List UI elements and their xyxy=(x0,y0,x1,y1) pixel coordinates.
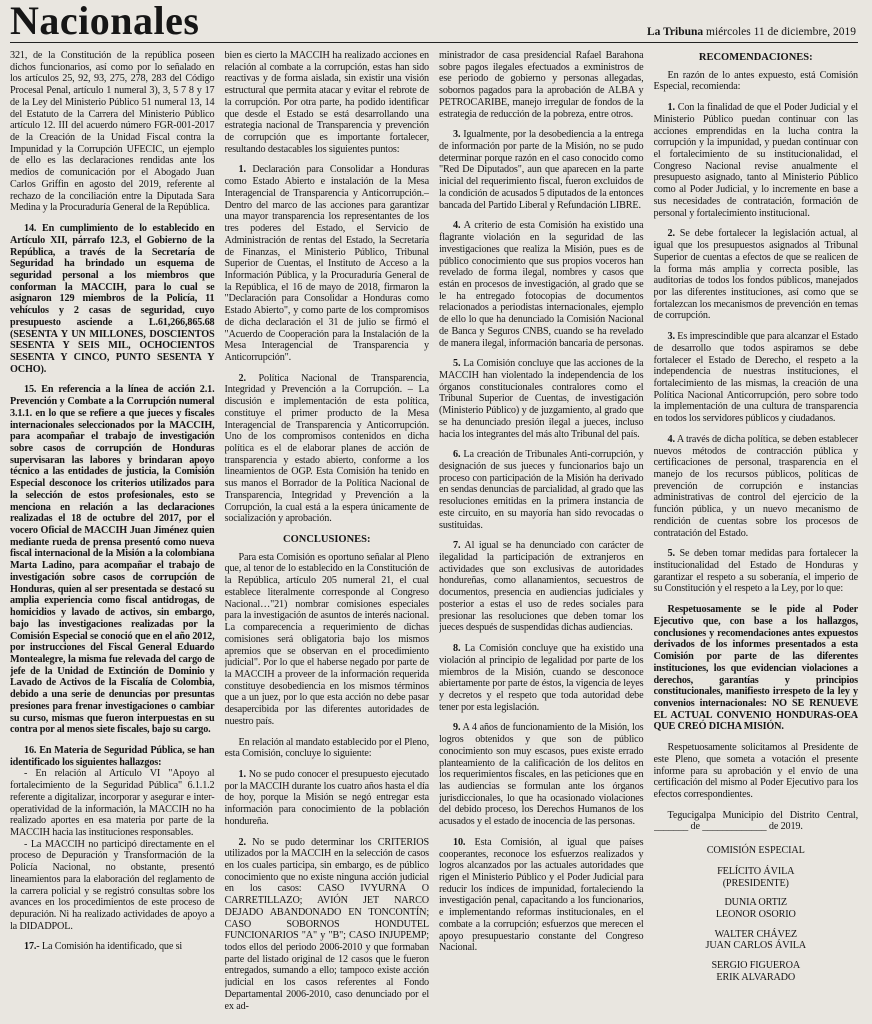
signatory-name: JUAN CARLOS ÁVILA xyxy=(705,940,806,952)
paragraph: En relación al mandato establecido por el Pleno, esta Comisión, concluye lo siguiente: xyxy=(224,736,429,760)
paragraph-text: Respetuosamente se le pide al Poder Ejecutivo que, con base a los hallazgos, conclusiones y recomendaciones antes expuestos derivados de los informes presentados a esta Comisión por parte de las diferentes instituciones, los que evidencian violaciones a derechos, garantías y principios constitucionales, manifiesto irrespeto de la ley y convenios internacionales: NO SE RENUEVE EL ACTUAL CONVENIO HONDURAS-OEA QUE CREÓ DICHA MISIÓN. xyxy=(653,604,858,733)
item-number: 2. xyxy=(238,372,246,384)
conclusion-7 xyxy=(439,540,644,634)
recommendation-3 xyxy=(654,331,859,425)
paragraph-16 xyxy=(10,745,215,768)
item-number: 4. xyxy=(667,433,675,445)
paragraph-text: No se pudo determinar los CRITERIOS utilizados por la MACCIH en la selección de casos en los cuales participa, sin embargo, es de público conocimiento que no existe ninguna acción judicial en los casos: CASO IVYURNA O CARRETILLAZO; AVIÓN JET NARCO DEJADO ABANDONADO EN TONCONTÍN; CASO SOBORNOS HONDUTEL FUNCIONARIOS "A" y "B"; CASO INJUPEMP; todos ellos del periodo 2006-2010 y que formaban parte del listado original de 12 casos que le fueron entregados, sumando a ello; tampoco existe acción judicial en los casos referentes al Fondo Departamental 2006-2010, caso denunciado por el ex ad- xyxy=(224,836,429,1012)
item-number: 1. xyxy=(667,102,675,114)
item-number: 16. xyxy=(24,744,37,756)
conclusion-1 xyxy=(225,769,430,828)
paragraph: En razón de lo antes expuesto, está Comisión Especial, recomienda: xyxy=(653,69,858,93)
paragraph-14 xyxy=(10,223,215,375)
conclusion-9 xyxy=(439,722,644,827)
paragraph-15 xyxy=(10,384,215,736)
paragraph: Para esta Comisión es oportuno señalar al Pleno que, al tenor de lo establecido en la Constitución de la República, artículo 205 numeral 21, el cual establece literalmente corresponde al Congreso Nacional…"21) nombrar comisiones especiales para la investigación de asuntos de interés nacional. La comparecencia a requerimiento de dichas comisiones será obligatoria bajo los mismos apremios que se observan en el procedimiento judicial". Por lo que el haberse negado por parte de la MACCIH a proveer de la información requerida constituye desobediencia en los mismos términos que a un juez, por lo que esta acción no debe pasar desapercibida por las diferentes autoridades de nuestro país. xyxy=(224,551,429,727)
issue-date: miércoles 11 de diciembre, 2019 xyxy=(706,26,856,38)
item-number: 7. xyxy=(453,540,461,552)
signatory-name: LEONOR OSORIO xyxy=(715,909,796,920)
item-number: 17.- xyxy=(24,941,40,953)
item-number: 1. xyxy=(238,768,246,780)
item-number: 6. xyxy=(453,449,461,461)
column-2 xyxy=(225,50,430,1022)
article-columns xyxy=(10,50,860,1022)
signature-block-2 xyxy=(654,897,859,920)
paragraph-text: A criterio de esta Comisión ha existido una flagrante violación en la seguridad de las investigaciones que realiza la Misión, pues es de público conocimiento que sus propios voceros han revelado de forma ilegal, nombres y casos que están en procesos de investigación, al grado que se le ha entregado fotocopias de documentos relacionados a periodistas internacionales, ejemplo de ello lo que ha denunciado la Comisión Nacional de Banca y Seguros CNBS, cuando se ha revelado de manera ilegal, información bancaria de personas. xyxy=(439,220,644,349)
paragraph-text: Se debe fortalecer la legislación actual, al igual que los presupuestos asignados al Tribunal Superior de cuentas a efectos de que se realicen de la forma más amplia y correcta posible, las auditorias de todos los fondos públicos, manejados por las diferentes instituciones, así como que se fortalezcan los mecanismos de prevención en temas de corrupción. xyxy=(653,228,858,322)
item-number: 1. xyxy=(238,164,246,176)
signatory-name: WALTER CHÁVEZ xyxy=(714,928,797,940)
paragraph-text: En Materia de Seguridad Pública, se han identificado los siguientes hallazgos: xyxy=(10,744,215,768)
recommendation-4 xyxy=(654,434,859,539)
signature-block-1 xyxy=(654,866,859,889)
item-number: 2. xyxy=(667,228,675,240)
item-number: 10. xyxy=(453,836,466,848)
paragraph-text: Declaración para Consolidar a Honduras como Estado Abierto e instalación de la Mesa Interagencial de Transparencia y Anticorrupción.– Dentro del marco de las acciones para garantizar una mayor transparencia los representantes de los tres poderes del Estado, el Servicio de Administración de rentas del Estado, la Secretaría de Finanzas, el Ministerio Público, Tribunal Superior de Cuentas, el Instituto de Acceso a la Información Pública, y la Procuraduría General de la República, el 16 de mayo de 2018, firmaron la "Declaración para Consolidar a Honduras como Estado Abierto", y como parte de los compromisos de dicha declaración el 31 de julio se firmó el "Acuerdo de Cooperación para la Instalación de la Mesa Interagencial de Transparencia y Anticorrupción". xyxy=(224,164,429,363)
paragraph-17 xyxy=(10,941,215,953)
place-date: Tegucigalpa Municipio del Distrito Central, _______ de _____________ de 2019. xyxy=(653,809,858,833)
item-number: 4. xyxy=(453,220,461,232)
list-item-2 xyxy=(225,373,430,525)
paragraph: 321, de la Constitución de la república poseen dichos funcionarios, así como por lo señalado en los artículos 25, 92, 93, 275, 278, 283 del Código Procesal Penal, artículo 1 numeral 3), 3, 5 7 8 y 17 de la Ley del Ministerio Público 51 numeral 13, 14 del Estatuto de la Carrera del Ministerio Público artículo 12. III del acuerdo número FGR-001-2017 de la Creación de la Unidad Fiscal contra la Impunidad y la Corrupción UFECIC, un ejemplo de ello es las declaraciones rendidas ante los medios de comunicación por el Abogado Juan Carlos Griffin en agosto del 2019, referente al rechazo de la conciliación entre la Diputada Sara Medina y la Procuraduría General de la República. xyxy=(10,50,215,214)
conclusion-6 xyxy=(439,449,644,531)
conclusion-2 xyxy=(225,837,430,1013)
signature-block-3 xyxy=(654,929,859,952)
paragraph: ministrador de casa presidencial Rafael Barahona sobre pagos ilegales efectuados a exministros de ese periodo de gobierno y personas allegadas, sobornos pagados para la aprobación de ALBA y PETROCARIBE, manejo irregular de fondos de la estrategia de reducción de la pobreza, entre otros. xyxy=(439,50,644,120)
paragraph-text: A 4 años de funcionamiento de la Misión, los logros obtenidos y que son de público conocimiento son muy escasos, pues existe errado planteamiento de la calificación de los delitos en los requerimientos fiscales, en las peticiones que en las audiencias se formulan ante los órganos jurisdiccionales, lo que ha ocasionado violaciones del debido proceso, los Derechos Humanos de los acusados y el estado de inocencia de las personas. xyxy=(439,722,644,828)
paragraph-text: La Comisión concluye que ha existido una violación al principio de legalidad por parte de los miembros de la Misión, cuando se desconoce abiertamente por parte de éstos, la vigencia de leyes y decretos y el respeto que toda autoridad debe tener por esta legislación. xyxy=(439,643,644,713)
conclusiones-heading: CONCLUSIONES: xyxy=(282,534,371,546)
paragraph-text: Se deben tomar medidas para fortalecer la institucionalidad del Estado de Honduras y garantizar el respeto a su soberanía, el imperio de su Constitución y el respeto a la Ley, por lo que: xyxy=(653,548,858,595)
paragraph-text: En referencia a la línea de acción 2.1. Prevención y Combate a la Corrupción numeral 3.1.1. en lo que se refiere a que jueces y fiscales internacionales seleccionados por la MACCIH, para acompañar el trabajo de investigación sobre casos de corrupción de Honduras supervisaran las labores y brindaran apoyo técnico a las entidades de justicia, la Comisión Especial desconoce los criterios utilizados para la selección de estos profesionales, esto se menciona en relación a las declaraciones realizadas el 18 de octubre del 2017, por el vocero Oficial de MACCIH Juan Jiménez quien mediante rueda de prensa presentó como nueva fiscal internacional de la Misión a la colombiana Marta Ladino, para acompañar el trabajo de investigación sobre casos de corrupción de Honduras, quien al ser presentada se destacó su amplia experiencia como fiscal antidrogas, de homicidios y lavado de activos, sin embargo, bajo las investigaciones realizadas por la Comisión Especial se conoció que en el año 2012, por instrucciones del Fiscal General Eduardo Montealegre, la misma fue relevada del cargo de jefe de la Unidad de Extinción de Dominio y Lavado de Activos de la Fiscalía de Colombia, debido a una serie de denuncias por presuntas presiones para frenar investigaciones o cambiar su curso, mismas que fueron interpuestas en su contra por al menos siete fiscales, bajo su cargo. xyxy=(10,384,215,736)
masthead xyxy=(10,2,858,43)
paper-info xyxy=(647,26,856,39)
signatory-role: (PRESIDENTE) xyxy=(722,877,789,889)
paragraph-text: No se pudo conocer el presupuesto ejecutado por la MACCIH durante los cuatro años hasta el día de hoy, porque la Misión se negó entregar esta información para conocimiento de la población hondureña. xyxy=(224,768,429,827)
conclusion-10 xyxy=(439,837,644,954)
conclusion-8 xyxy=(439,643,644,713)
paragraph-text: La Comisión ha identificado, que si xyxy=(39,941,183,953)
signatory-name: SERGIO FIGUEROA xyxy=(711,960,801,972)
paragraph: Respetuosamente solicitamos al Presidente de este Pleno, que someta a votación el presente informe para su aprobación y el envío de una certificación del mismo al Poder Ejecutivo para los efectos correspondientes. xyxy=(653,742,858,800)
column-3 xyxy=(439,50,644,1022)
conclusion-4 xyxy=(439,220,644,349)
recommendation-2 xyxy=(654,228,859,322)
column-4 xyxy=(654,50,859,1022)
recommendation-1 xyxy=(654,102,859,219)
section-title: Nacionales xyxy=(10,0,200,43)
list-item-1 xyxy=(225,164,430,363)
commission-title: COMISIÓN ESPECIAL xyxy=(706,845,805,857)
paragraph: bien es cierto la MACCIH ha realizado acciones en relación al combate a la corrupción, estas han sido reactivas y de forma aislada, sin existir una visión estructural que permita atacar y evitar el rebrote de la corrupción. Por otra parte, ha podido identificar que desde el Estado se está desarrollando una estrategia nacional de Transparencia y prevención de corrupción que es importante fortalecer, resultando destacables los siguientes puntos: xyxy=(224,50,429,155)
request-paragraph xyxy=(654,604,859,733)
signature-block-4 xyxy=(654,960,859,983)
conclusion-3 xyxy=(439,129,644,211)
item-number: 15. xyxy=(24,384,37,396)
paragraph-text: Igualmente, por la desobediencia a la entrega de información por parte de la Misión, no se pudo determinar porque razón en el caso conocido como "Red De Diputados", aun que aparecen en la parte inicial del requerimiento fiscal, fueron excluidos de la condición de acusados 5 diputados de la entonces bancada del Partido Liberal y Refundación LIBRE. xyxy=(439,129,644,211)
paragraph-text: La Comisión concluye que las acciones de la MACCIH han violentado la independencia de los órganos constitucionales contralores como el Tribunal Superior de Cuentas, de investigación (Ministerio Público) y de juzgamiento, al grado que se ha denunciado presión ilegal a jueces, incluso hacia los integrantes del más alto Tribunal del país. xyxy=(439,358,644,440)
signatory-name: FELÍCITO ÁVILA xyxy=(717,865,795,877)
paragraph-text: Con la finalidad de que el Poder Judicial y el Ministerio Público puedan continuar con las acciones emprendidas en la lucha contra la corrupción y la impunidad, y puedan continuar con el fortalecimiento de su institucionalidad, el Congreso Nacional revise anualmente el presupuesto asignado, tanto al Ministerio Público como al Poder Judicial, y lo incremente en base a sus necesidades de contratación, formación de personal y fortalecimiento institucional. xyxy=(653,102,858,219)
paragraph-16b: - La MACCIH no participó directamente en el proceso de Depuración y Transformación de la Policía Nacional, no obstante, presentó lineamientos para la elaboración del reglamento de la carrera policial y se registró consultas sobre los avances en los procedimientos de este proceso de depuración. Ni ha realizado actividades de apoyo a la DIDADPOL. xyxy=(10,838,215,932)
paragraph-text: Política Nacional de Transparencia, Integridad y Prevención a la Corrupción. – La discusión e implementación de esta política, constituye el primer producto de la Mesa Interagencial de Transparencia y Anticorrupción. Uno de los compromisos contenidos en dicha política es el de elaborar planes de acción de transparencia y estado abierto, conforme a los lineamientos de OGP. Esta Comisión ha tenido en sus manos el Borrador de la Política Nacional de Transparencia, Integridad y Prevención a la Corrupción, la cual está a la espera únicamente de socialización y aprobación. xyxy=(224,372,429,525)
conclusion-5 xyxy=(439,358,644,440)
item-number: 9. xyxy=(453,722,461,734)
recommendation-5 xyxy=(654,548,859,595)
paragraph-text: En cumplimiento de lo establecido en Artículo XII, párrafo 12.3, el Gobierno de la República, a través de la Secretaría de Seguridad ha brindado un esquema de seguridad personal a los miembros que conforman la MACCIH, para lo cual se asignaron 129 miembros de la Policía, 11 vehículos y 2 casas de seguridad, cuyo presupuesto asciende a L.61,266,865.68 (SESENTA Y UN MILLONES, DOSCIENTOS SESENTA Y SEIS MIL, OCHOCIENTOS SESENTA Y CINCO, PUNTO SESENTA Y OCHO). xyxy=(10,223,215,375)
paragraph-text: Es imprescindible que para alcanzar el Estado de desarrollo que todos aspiramos se debe fortalecer el Estado de Derecho, el respeto a la independencia de nuestras instituciones, el fortalecimiento de las mismas, la creación de una Política Nacional Anticorrupción, pero sobre todo la implementación de una cultura de transparencia en todos los servidores públicos y ciudadanos. xyxy=(653,331,858,425)
item-number: 5. xyxy=(667,548,675,560)
recomendaciones-heading: RECOMENDACIONES: xyxy=(698,52,813,63)
item-number: 14. xyxy=(24,223,37,235)
paragraph-16a: - En relación al Artículo VI "Apoyo al fortalecimiento de la Seguridad Pública" 6.1.1.2 referente a digitalizar, incorporar y asegurar e inter-operatividad de la información, la MACCIH no ha realizado aportes en esa materia por parte de la MACCIH hacia las instituciones responsables. xyxy=(10,768,215,838)
signatory-name: ERIK ALVARADO xyxy=(716,971,796,983)
paragraph-text: Al igual se ha denunciado con carácter de ilegalidad la participación de extranjeros en actividades que son exclusivas de autoridades hondureñas, como allanamientos, secuestros de documentos, presencia en audiencias judiciales y posterior a estas el uso de redes sociales para presionar las resoluciones que deben tomar los jueces después de suspendidas dichas audiencias. xyxy=(439,540,644,634)
signatory-name: DUNIA ORTIZ xyxy=(724,897,788,909)
column-1 xyxy=(10,50,215,1022)
paragraph-text: A través de dicha política, se deben establecer nuevos métodos de contracción pública y certificaciones de personal, trasparencia en el manejo de los recursos públicos, políticas de prevención de corrupción e instancias administrativas de control del ejercicio de la función pública, y un nuevo mecanismo de rendición de cuentas sobre los procesos de contratación del Estado. xyxy=(653,433,858,539)
paper-name: La Tribuna xyxy=(646,26,704,38)
paragraph-text: Esta Comisión, al igual que países cooperantes, reconoce los esfuerzos realizados y logros alcanzados por las actuales autoridades que rigen el Ministerio Público y el Poder Judicial para reducir los índices de impunidad, fortaleciendo la investigación penal, capacitando a los funcionarios, e implementando reformas institucionales, en el combate a la corrupción; esfuerzos que merecen el apoyo presupuestario constante del Congreso Nacional. xyxy=(439,836,644,954)
item-number: 5. xyxy=(453,358,461,370)
item-number: 2. xyxy=(238,836,246,848)
item-number: 8. xyxy=(453,643,461,655)
item-number: 3. xyxy=(667,331,675,343)
item-number: 3. xyxy=(453,129,461,141)
paragraph-text: La creación de Tribunales Anti-corrupción, y designación de sus jueces y funcionarios bajo un proceso con participación de la Misión ha derivado en sendas denuncias de parcialidad, al grado que las resoluciones emitidas en la primera instancia de este circuito, en su mayoría han sido revocadas o sustituidas. xyxy=(439,449,644,531)
